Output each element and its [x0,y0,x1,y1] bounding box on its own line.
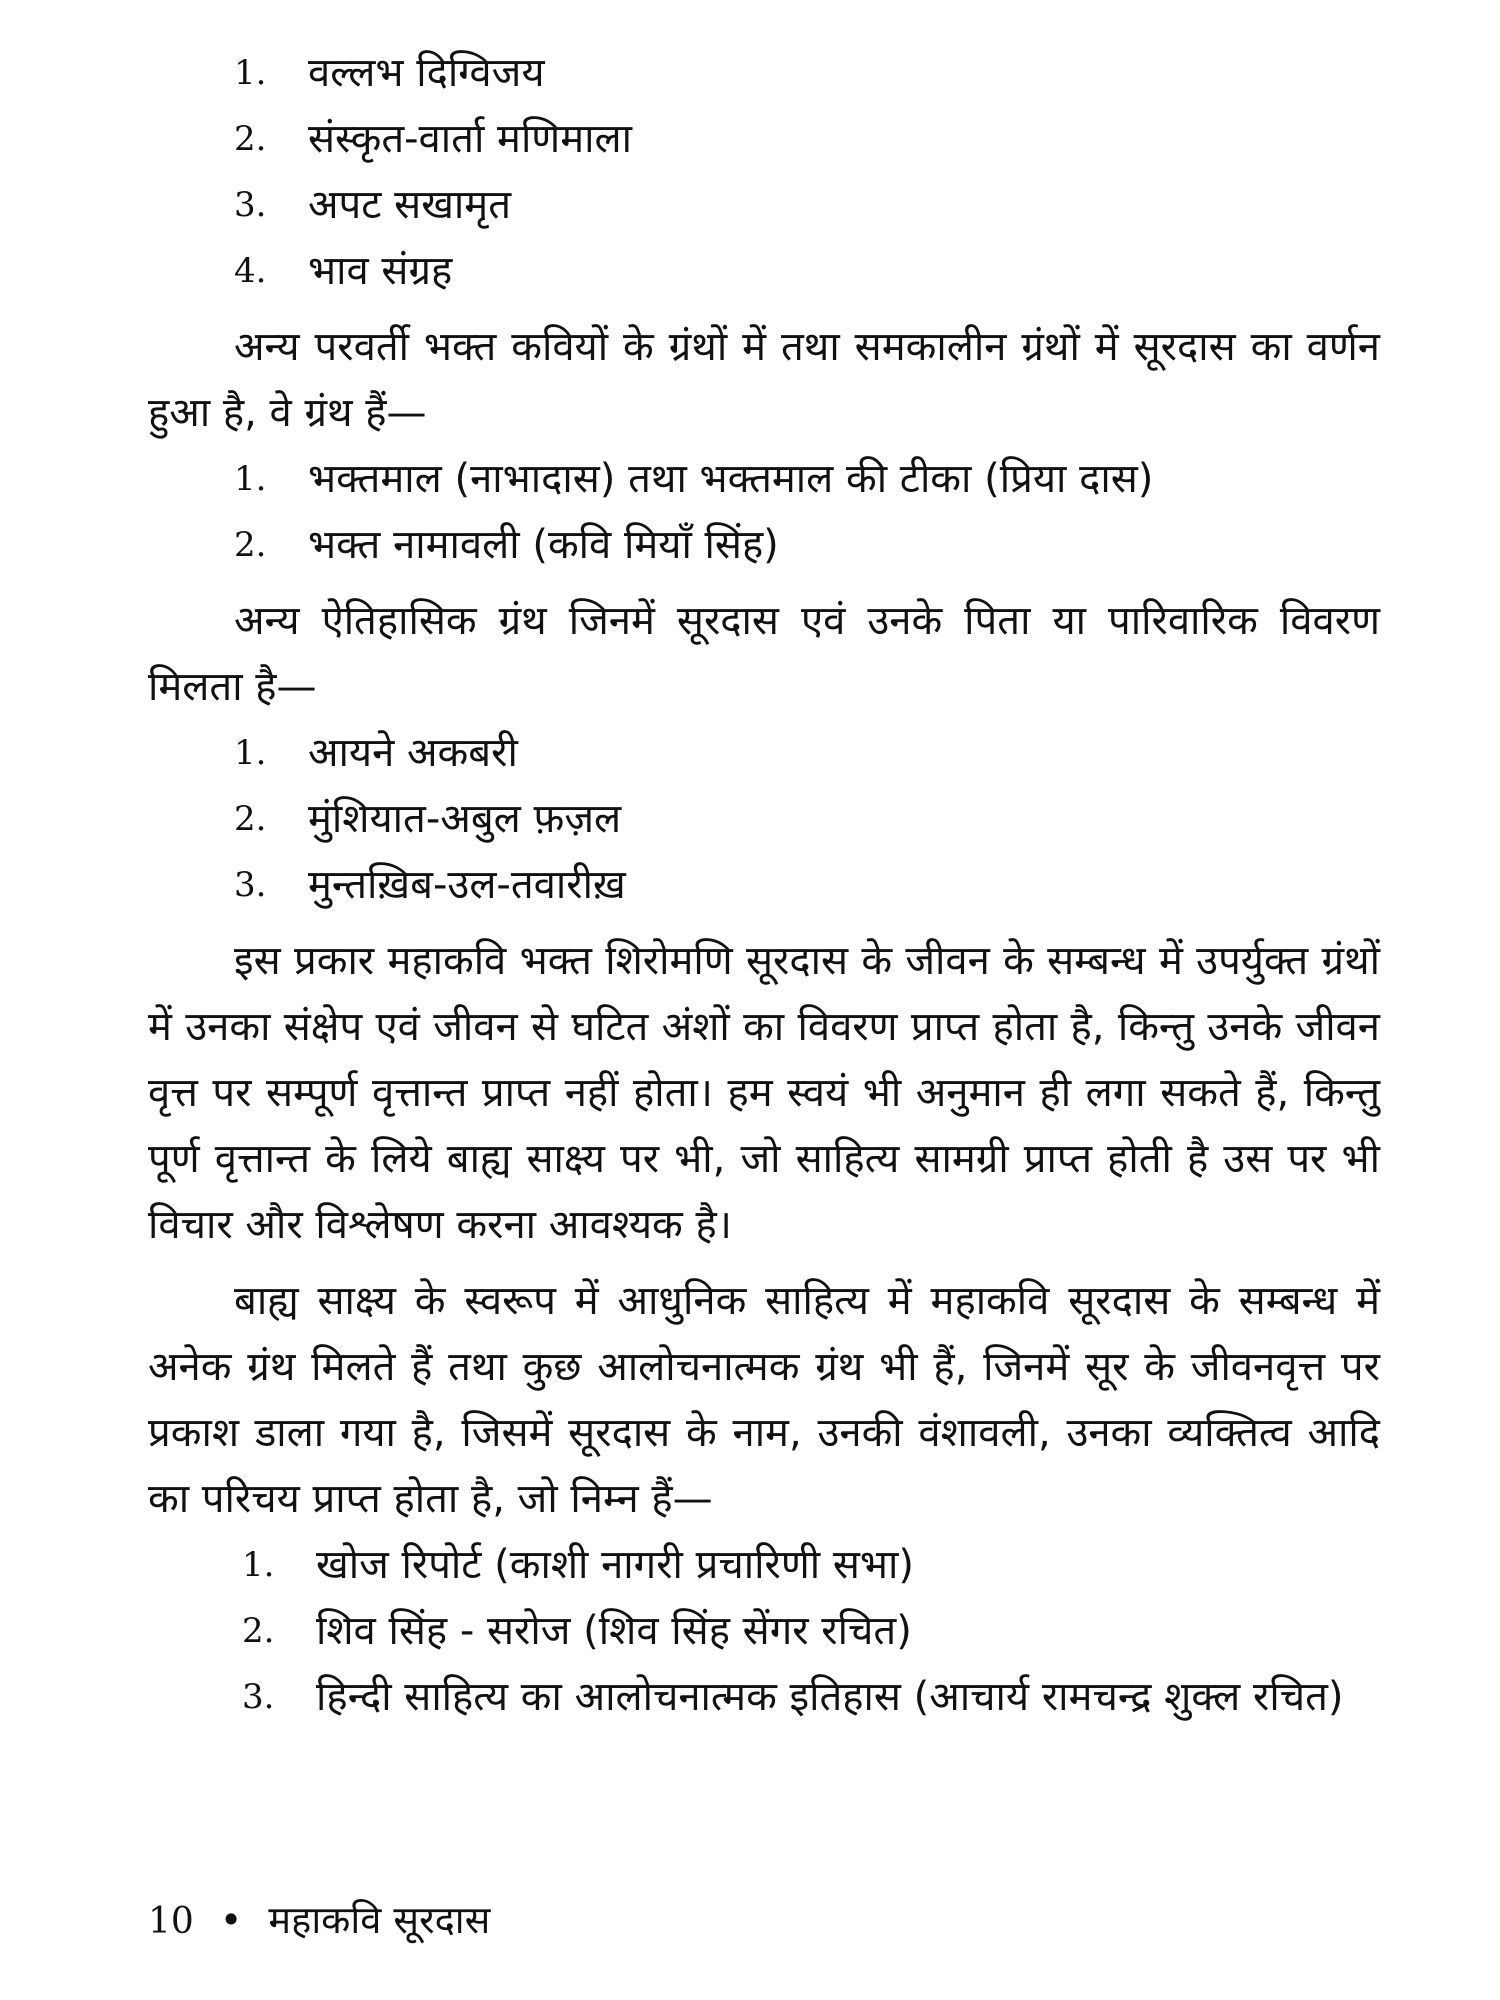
list-number: 1. [242,1545,275,1585]
list-text: अपट सखामृत [308,182,511,228]
bullet-icon: • [219,1898,243,1942]
list-number: 4. [234,251,267,291]
source-list-2 [234,446,1380,578]
list-number: 2. [242,1611,275,1651]
page-body [148,40,1380,1730]
page-number: 10 [148,1901,194,1942]
list-item [234,852,1380,918]
list-text: हिन्दी साहित्य का आलोचनात्मक इतिहास (आचार्य रामचन्द्र शुक्ल रचित) [316,1674,1344,1720]
list-text: भक्त नामावली (कवि मियाँ सिंह) [308,522,779,568]
paragraph-later-poets: अन्य परवर्ती भक्त कवियों के ग्रंथों में तथा समकालीन ग्रंथों में सूरदास का वर्णन हुआ है, वे ग्रंथ हैं— [148,324,1380,436]
list-number: 3. [242,1677,275,1717]
list-item [234,238,1380,304]
paragraph-historical: अन्य ऐतिहासिक ग्रंथ जिनमें सूरदास एवं उनके पिता या पारिवारिक विवरण मिलता है— [148,598,1380,710]
page-footer [148,1895,490,1947]
list-number: 1. [234,53,267,93]
list-number: 3. [234,185,267,225]
list-text: मुन्तख़िब-उल-तवारीख़ [308,862,626,908]
list-item [242,1598,1380,1664]
list-text: मुंशियात-अबुल फ़ज़ल [308,796,622,842]
list-item [234,720,1380,786]
list-item [242,1664,1380,1730]
list-text: शिव सिंह - सरोज (शिव सिंह सेंगर रचित) [316,1608,912,1654]
list-number: 2. [234,525,267,565]
book-title: महाकवि सूरदास [268,1898,491,1942]
list-number: 1. [234,459,267,499]
list-text: आयने अकबरी [308,730,518,776]
list-number: 2. [234,119,267,159]
list-text: भाव संग्रह [308,248,453,294]
source-list-1 [234,40,1380,304]
list-item [234,172,1380,238]
list-number: 1. [234,733,267,773]
list-text: भक्तमाल (नाभादास) तथा भक्तमाल की टीका (प्रिया दास) [308,456,1154,502]
list-text: खोज रिपोर्ट (काशी नागरी प्रचारिणी सभा) [316,1542,914,1588]
list-item [234,512,1380,578]
source-list-3 [234,720,1380,918]
paragraph-external-evidence: बाह्य साक्ष्य के स्वरूप में आधुनिक साहित्य में महाकवि सूरदास के सम्बन्ध में अनेक ग्रंथ मिलते हैं तथा कुछ आलोचनात्मक ग्रंथ भी हैं, जिनमें सूर के जीवनवृत्त पर प्रकाश डाला गया है, जिसमें सूरदास के नाम, उनकी वंशावली, उनका व्यक्तित्व आदि का परिचय प्राप्त होता है, जो निम्न हैं— [148,1278,1380,1522]
list-item [234,786,1380,852]
source-list-4 [242,1532,1380,1730]
list-item [234,106,1380,172]
list-text: वल्लभ दिग्विजय [308,50,545,96]
list-number: 2. [234,799,267,839]
list-item [234,446,1380,512]
list-number: 3. [234,865,267,905]
list-item [242,1532,1380,1598]
paragraph-summary: इस प्रकार महाकवि भक्त शिरोमणि सूरदास के जीवन के सम्बन्ध में उपर्युक्त ग्रंथों में उनका संक्षेप एवं जीवन से घटित अंशों का विवरण प्राप्त होता है, किन्तु उनके जीवन वृत्त पर सम्पूर्ण वृत्तान्त प्राप्त नहीं होता। हम स्वयं भी अनुमान ही लगा सकते हैं, किन्तु पूर्ण वृत्तान्त के लिये बाह्य साक्ष्य पर भी, जो साहित्य सामग्री प्राप्त होती है उस पर भी विचार और विश्लेषण करना आवश्यक है। [148,938,1380,1248]
list-item [234,40,1380,106]
list-text: संस्कृत-वार्ता मणिमाला [308,116,632,162]
